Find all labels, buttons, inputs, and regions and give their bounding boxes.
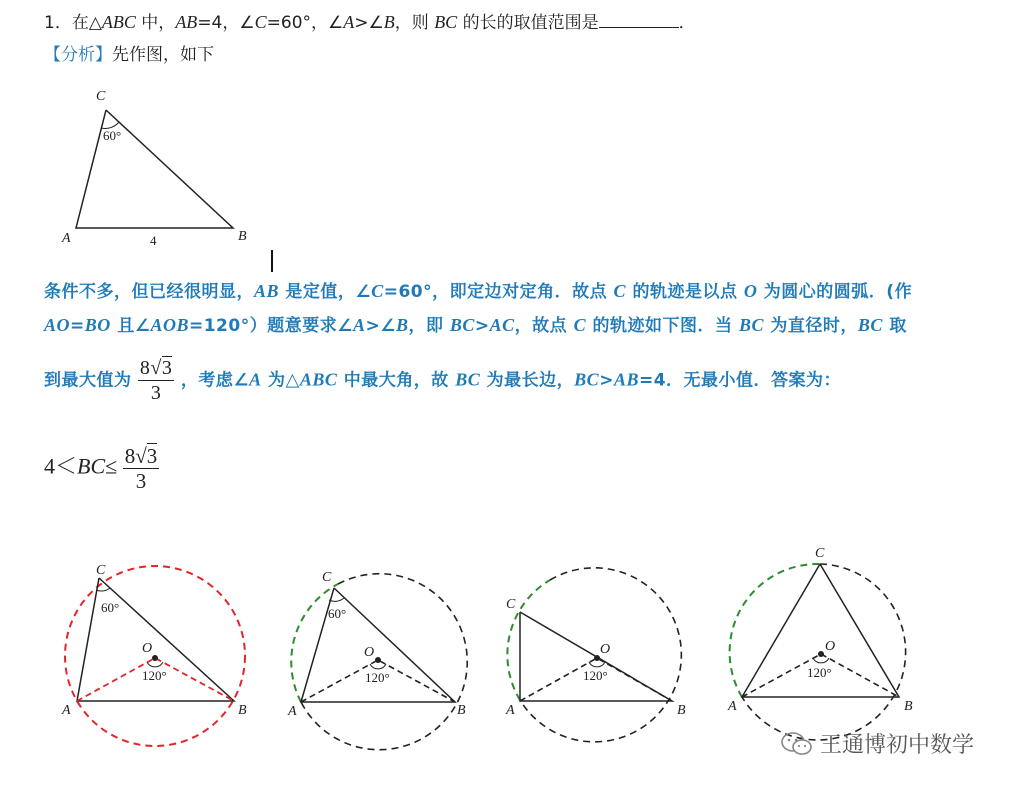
center-o-1 <box>152 655 158 661</box>
circle-figure-3 <box>505 568 686 742</box>
circle-figure-4 <box>727 546 913 740</box>
max-value-fraction: $\frac{8√3}{3}$ <box>139 357 173 404</box>
answer-fraction: $\frac{8√3}{3}$ <box>124 444 158 493</box>
question-line: 1．在△ABC 中，AB=4，∠C=60°，∠A>∠B，则 BC 的长的取值范围是 ． <box>44 12 696 33</box>
analysis-tag: 【分析】 <box>44 45 112 65</box>
svg-text:B: B <box>238 703 247 718</box>
side-ab-label: 4 <box>150 233 157 248</box>
svg-text:C: C <box>506 597 516 612</box>
vertex-c-label: C <box>96 89 106 104</box>
svg-text:C: C <box>322 570 332 585</box>
svg-text:B: B <box>457 703 466 718</box>
svg-text:O: O <box>825 639 836 654</box>
svg-text:120°: 120° <box>365 670 390 685</box>
svg-text:O: O <box>600 642 611 657</box>
angle-60-label: 60° <box>103 128 122 143</box>
svg-text:120°: 120° <box>142 668 167 683</box>
vertex-b-label: B <box>238 229 247 244</box>
svg-text:O: O <box>142 641 153 656</box>
svg-text:B: B <box>904 699 913 714</box>
explanation-line-1: 条件不多，但已经很明显，AB 是定值，∠C=60°，即定边对定角．故点 C 的轨迹是以点 O 为圆心的圆弧．(作 <box>44 281 913 302</box>
circle-figure-2 <box>287 570 467 750</box>
svg-text:120°: 120° <box>583 668 608 683</box>
svg-text:B: B <box>677 703 686 718</box>
locus-arc-green-2 <box>291 584 338 702</box>
other-arc-black-2 <box>301 574 467 750</box>
svg-text:60°: 60° <box>101 600 120 615</box>
explanation-line-2: AO=BO 且∠AOB=120°）题意要求∠A>∠B，即 BC>AC，故点 C 的轨迹如下图．当 BC 为直径时，BC 取 <box>44 315 907 336</box>
svg-text:A: A <box>506 703 515 718</box>
wechat-icon <box>780 731 814 757</box>
svg-text:C: C <box>96 563 106 578</box>
final-answer: 4＜BC≤ $\frac{8√3}{3}$ <box>44 444 158 493</box>
angle-120-arc-1 <box>147 662 163 667</box>
watermark-text: 王通博初中数学 <box>820 733 975 758</box>
svg-text:120°: 120° <box>807 665 832 680</box>
svg-text:60°: 60° <box>328 606 347 621</box>
circle-figure-1 <box>61 563 247 746</box>
svg-text:C: C <box>815 546 825 561</box>
vertex-a-label: A <box>62 231 71 246</box>
explanation-line-3: 到最大值为 $\frac{8√3}{3}$ ，考虑∠A 为△ABC 中最大角，故 BC 为最长边，BC>AB=4．无最小值．答案为： <box>44 357 842 404</box>
analysis-text: 先作图，如下 <box>112 45 214 65</box>
svg-text:O: O <box>364 645 375 660</box>
svg-text:A: A <box>62 703 71 718</box>
watermark <box>780 728 974 759</box>
other-arc-black-4 <box>742 564 906 740</box>
svg-text:A: A <box>728 699 737 714</box>
svg-text:A: A <box>288 704 297 719</box>
